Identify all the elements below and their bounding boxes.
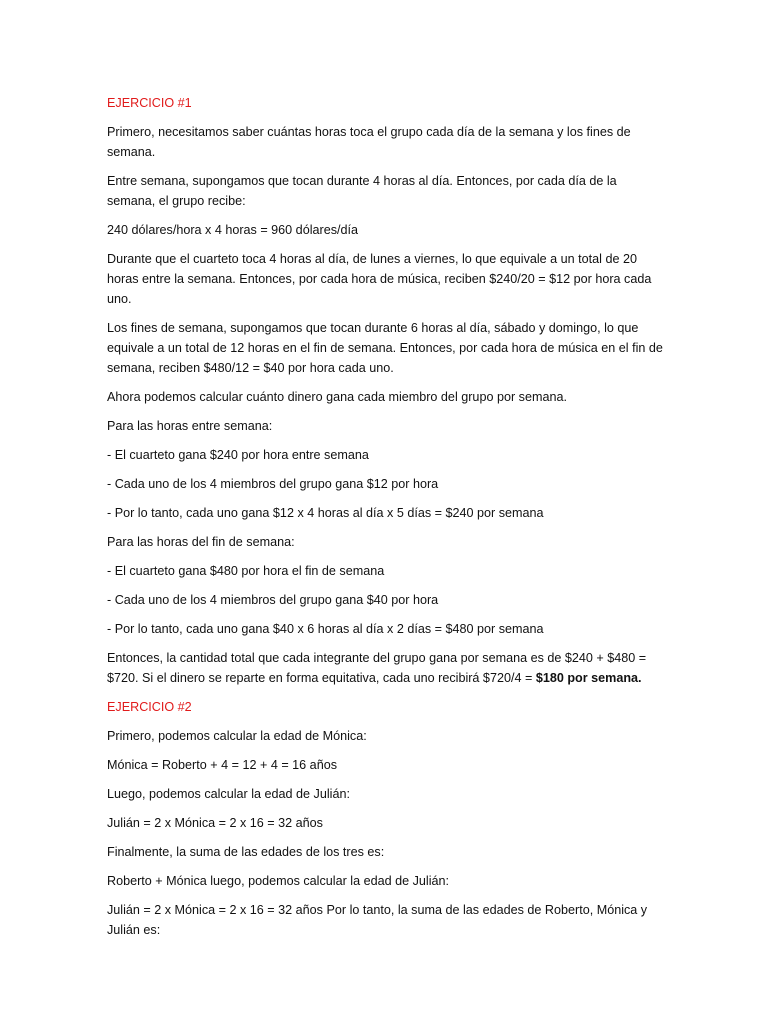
paragraph: Para las horas del fin de semana: xyxy=(107,535,295,549)
paragraph: Durante que el cuarteto toca 4 horas al día, de lunes a viernes, lo que equivale a un total de 20 horas entre la semana. Entonces, por cada hora de música, reciben $240/20 = $12 por hora cada uno. xyxy=(107,252,652,306)
paragraph: Julián = 2 x Mónica = 2 x 16 = 32 años xyxy=(107,816,323,830)
paragraph: Para las horas entre semana: xyxy=(107,419,273,433)
paragraph: Mónica = Roberto + 4 = 12 + 4 = 16 años xyxy=(107,758,337,772)
exercise-2-heading: EJERCICIO #2 xyxy=(107,700,192,714)
paragraph: Luego, podemos calcular la edad de Julián: xyxy=(107,787,350,801)
list-item: - Cada uno de los 4 miembros del grupo gana $12 por hora xyxy=(107,477,439,491)
paragraph: Primero, podemos calcular la edad de Mónica: xyxy=(107,729,367,743)
paragraph: Finalmente, la suma de las edades de los tres es: xyxy=(107,845,385,859)
conclusion-paragraph xyxy=(107,648,668,688)
paragraph: Entre semana, supongamos que tocan durante 4 horas al día. Entonces, por cada día de la semana, el grupo recibe: xyxy=(107,174,617,208)
paragraph: Los fines de semana, supongamos que tocan durante 6 horas al día, sábado y domingo, lo que equivale a un total de 12 horas en el fin de semana. Entonces, por cada hora de música en el fin de semana, reciben $480/12 = $40 por hora cada uno. xyxy=(107,321,663,375)
list-item: - El cuarteto gana $480 por hora el fin de semana xyxy=(107,564,385,578)
conclusion-text: Entonces, la cantidad total que cada integrante del grupo gana por semana es de $240 + $480 = $720. Si el dinero se reparte en forma equitativa, cada uno recibirá $720/4 = xyxy=(107,651,647,685)
paragraph: Roberto + Mónica luego, podemos calcular la edad de Julián: xyxy=(107,874,449,888)
list-item: - El cuarteto gana $240 por hora entre semana xyxy=(107,448,369,462)
list-item: - Por lo tanto, cada uno gana $40 x 6 horas al día x 2 días = $480 por semana xyxy=(107,622,544,636)
list-item: - Cada uno de los 4 miembros del grupo gana $40 por hora xyxy=(107,593,439,607)
paragraph: Ahora podemos calcular cuánto dinero gana cada miembro del grupo por semana. xyxy=(107,390,567,404)
paragraph: 240 dólares/hora x 4 horas = 960 dólares/día xyxy=(107,223,358,237)
paragraph: Primero, necesitamos saber cuántas horas toca el grupo cada día de la semana y los fines de semana. xyxy=(107,125,631,159)
paragraph: Julián = 2 x Mónica = 2 x 16 = 32 años Por lo tanto, la suma de las edades de Roberto, Mónica y Julián es: xyxy=(107,903,648,937)
conclusion-result: $180 por semana. xyxy=(535,671,642,685)
exercise-1-heading: EJERCICIO #1 xyxy=(107,96,192,110)
list-item: - Por lo tanto, cada uno gana $12 x 4 horas al día x 5 días = $240 por semana xyxy=(107,506,544,520)
